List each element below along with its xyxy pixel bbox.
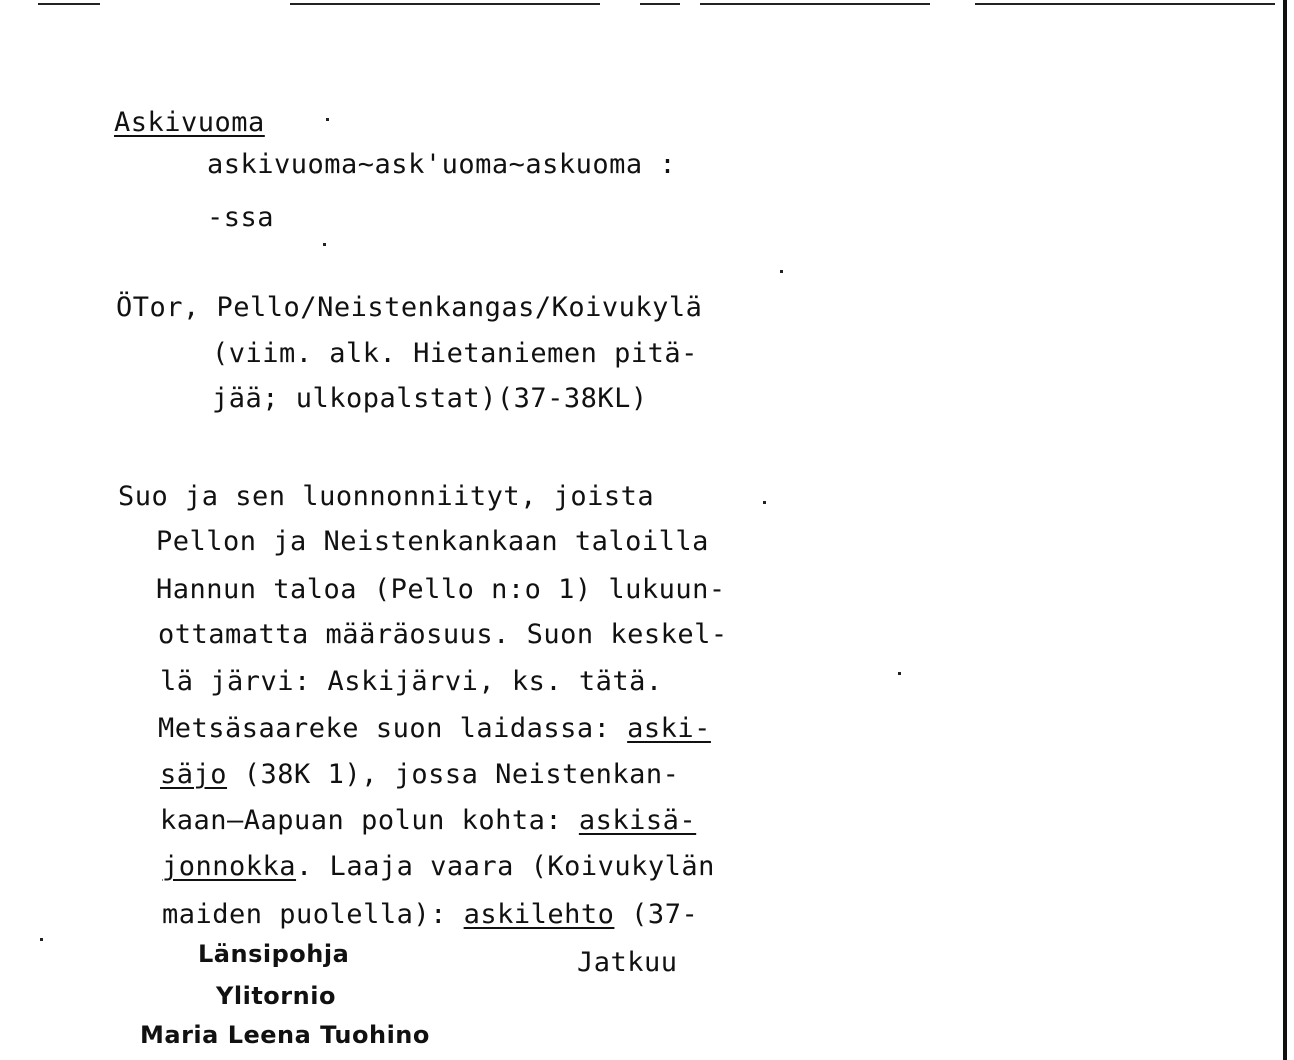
location-line-1: ÖTor, Pello/Neistenkangas/Koivukylä	[116, 292, 703, 323]
scan-speck	[40, 938, 43, 941]
scan-edge-mark	[700, 3, 930, 5]
description-text: maiden puolella):	[162, 899, 464, 930]
description-text: . Laaja vaara (Koivukylän	[296, 851, 715, 882]
description-text: (37-	[614, 899, 699, 930]
location-line-2: (viim. alk. Hietaniemen pitä-	[212, 338, 698, 369]
description-line-4: ottamatta määräosuus. Suon keskel-	[158, 619, 728, 650]
description-line-3: Hannun taloa (Pello n:o 1) lukuun-	[156, 574, 726, 605]
description-line-8	[160, 806, 696, 836]
continued-note: Jatkuu	[577, 947, 678, 978]
description-text: (38K 1), jossa Neistenkan-	[227, 759, 680, 790]
description-text: Metsäsaareke suon laidassa:	[158, 713, 628, 744]
description-line-2: Pellon ja Neistenkankaan taloilla	[156, 526, 709, 557]
entry-heading: Askivuoma	[114, 107, 265, 138]
place-name-term: aski-	[627, 713, 711, 744]
description-line-1: Suo ja sen luonnonniityt, joista	[118, 481, 655, 512]
description-text: kaan—Aapuan polun kohta:	[160, 805, 579, 836]
location-line-3: jää; ulkopalstat)(37-38KL)	[212, 383, 648, 414]
place-name-term: säjo	[160, 759, 228, 790]
description-line-7	[160, 760, 679, 790]
scan-edge-mark	[975, 3, 1275, 5]
stamp-parish: Ylitornio	[216, 982, 336, 1010]
scan-speck	[763, 501, 766, 504]
scan-edge-mark	[38, 3, 100, 5]
case-suffix: -ssa	[207, 202, 275, 233]
stamp-region: Länsipohja	[198, 940, 350, 968]
scan-speck	[323, 243, 326, 246]
scan-speck	[326, 118, 329, 121]
scan-edge-mark	[290, 3, 600, 5]
description-line-10	[162, 900, 698, 930]
name-variants: askivuoma~ask'uoma~askuoma :	[207, 149, 677, 180]
description-line-5: lä järvi: Askijärvi, ks. tätä.	[160, 666, 663, 697]
scan-edge-mark	[640, 3, 680, 5]
scan-speck	[898, 672, 901, 675]
description-line-6	[158, 714, 711, 744]
card-right-edge	[1283, 0, 1287, 1060]
place-name-term: askisä-	[578, 805, 697, 836]
place-name-term: askilehto	[463, 899, 615, 930]
description-line-9	[162, 852, 715, 882]
place-name-term: jonnokka	[162, 851, 297, 882]
stamp-collector: Maria Leena Tuohino	[140, 1021, 430, 1049]
scan-speck	[780, 270, 783, 273]
